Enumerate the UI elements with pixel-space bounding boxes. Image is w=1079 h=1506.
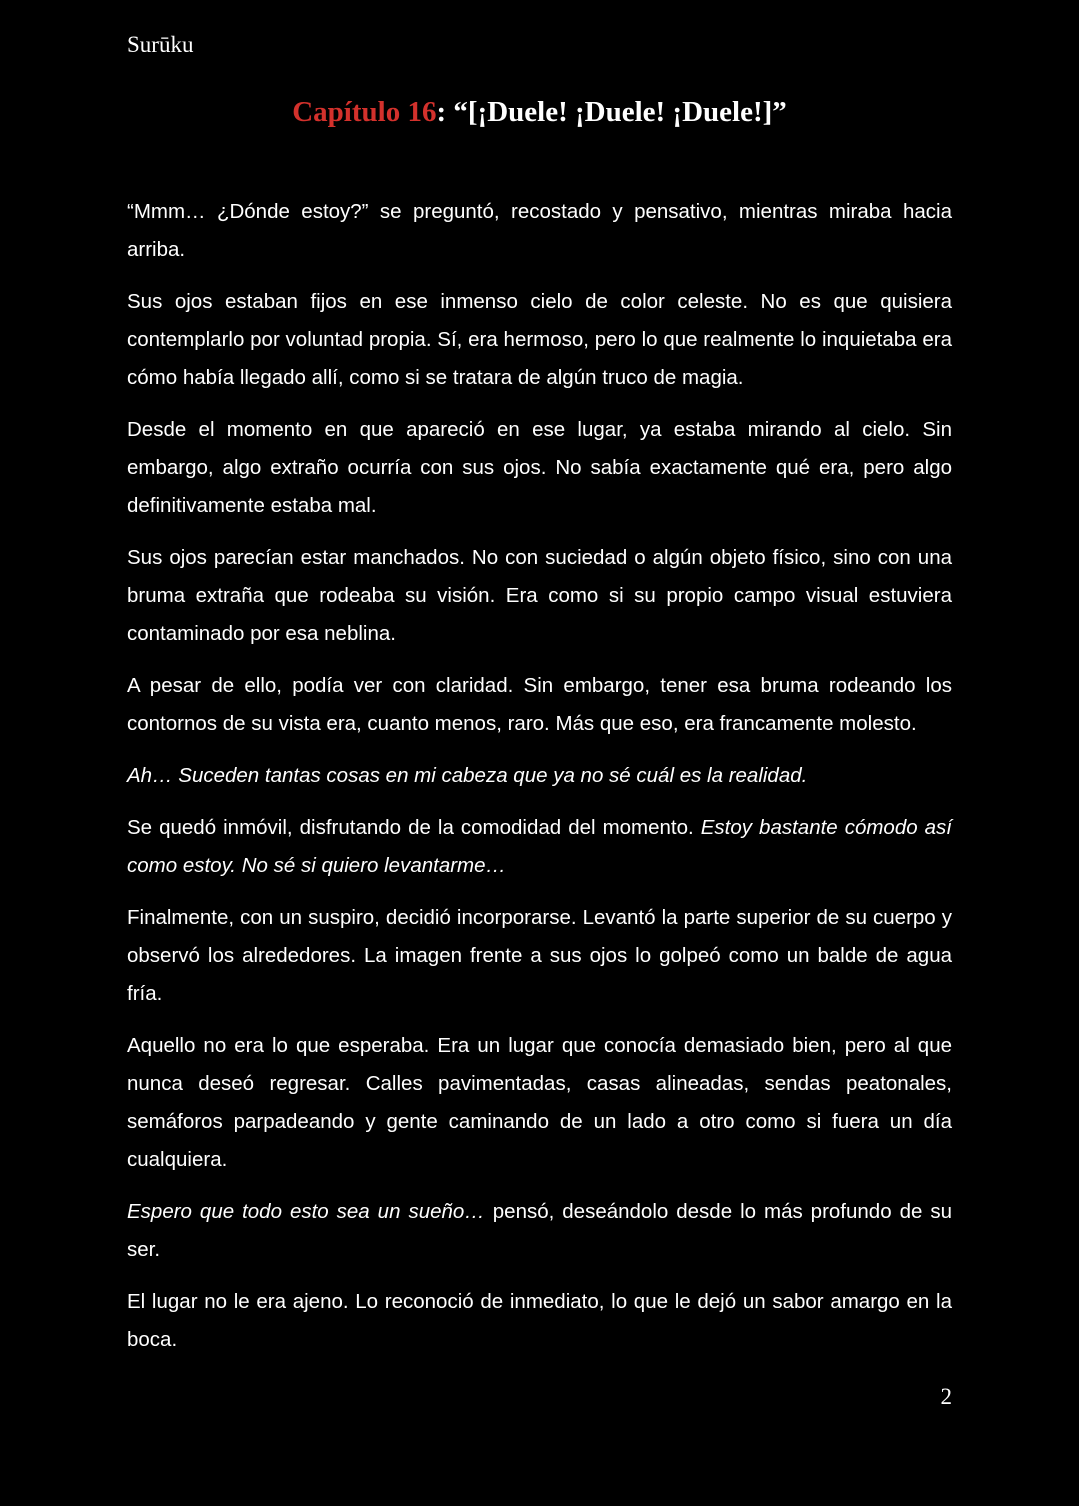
page-number: 2: [940, 1384, 952, 1409]
chapter-label: Capítulo 16: [292, 96, 437, 128]
paragraph: Aquello no era lo que esperaba. Era un lugar que conocía demasiado bien, pero al que nunca deseó regresar. Calles pavimentadas, casas alineadas, sendas peatonales, semáforos parpadeando y gente caminando de un lado a otro como si fuera un día cualquiera.: [127, 1034, 952, 1171]
paragraph: Finalmente, con un suspiro, decidió incorporarse. Levantó la parte superior de su cuerpo y observó los alrededores. La imagen frente a sus ojos lo golpeó como un balde de agua fría.: [127, 906, 952, 1005]
paragraph-inner-thought: Ah… Suceden tantas cosas en mi cabeza que ya no sé cuál es la realidad.: [127, 764, 808, 787]
paragraph: Desde el momento en que apareció en ese lugar, ya estaba mirando al cielo. Sin embargo, algo extraño ocurría con sus ojos. No sabía exactamente qué era, pero algo definitivamente estaba mal.: [127, 418, 952, 517]
paragraph: A pesar de ello, podía ver con claridad. Sin embargo, tener esa bruma rodeando los contornos de su vista era, cuanto menos, raro. Más que eso, era francamente molesto.: [127, 674, 952, 735]
chapter-title-separator: :: [436, 96, 454, 128]
paragraph: Se quedó inmóvil, disfrutando de la comodidad del momento. Estoy bastante cómodo así como estoy. No sé si quiero levantarme…: [127, 816, 953, 877]
running-header-author: Surūku: [127, 32, 194, 57]
paragraph: Sus ojos estaban fijos en ese inmenso cielo de color celeste. No es que quisiera contemplarlo por voluntad propia. Sí, era hermoso, pero lo que realmente lo inquietaba era cómo había llegado allí, como si se tratara de algún truco de magia.: [127, 290, 952, 389]
paragraph: “Mmm… ¿Dónde estoy?” se preguntó, recostado y pensativo, mientras miraba hacia arriba.: [127, 200, 952, 261]
paragraph: El lugar no le era ajeno. Lo reconoció de inmediato, lo que le dejó un sabor amargo en la boca.: [127, 1290, 952, 1351]
chapter-title: [0, 96, 1079, 129]
chapter-title-text: “[¡Duele! ¡Duele! ¡Duele!]”: [453, 96, 787, 128]
chapter-body: [127, 193, 952, 1373]
paragraph: Sus ojos parecían estar manchados. No con suciedad o algún objeto físico, sino con una bruma extraña que rodeaba su visión. Era como si su propio campo visual estuviera contaminado por esa neblina.: [127, 546, 952, 645]
paragraph: Espero que todo esto sea un sueño… pensó, deseándolo desde lo más profundo de su ser.: [127, 1200, 952, 1261]
